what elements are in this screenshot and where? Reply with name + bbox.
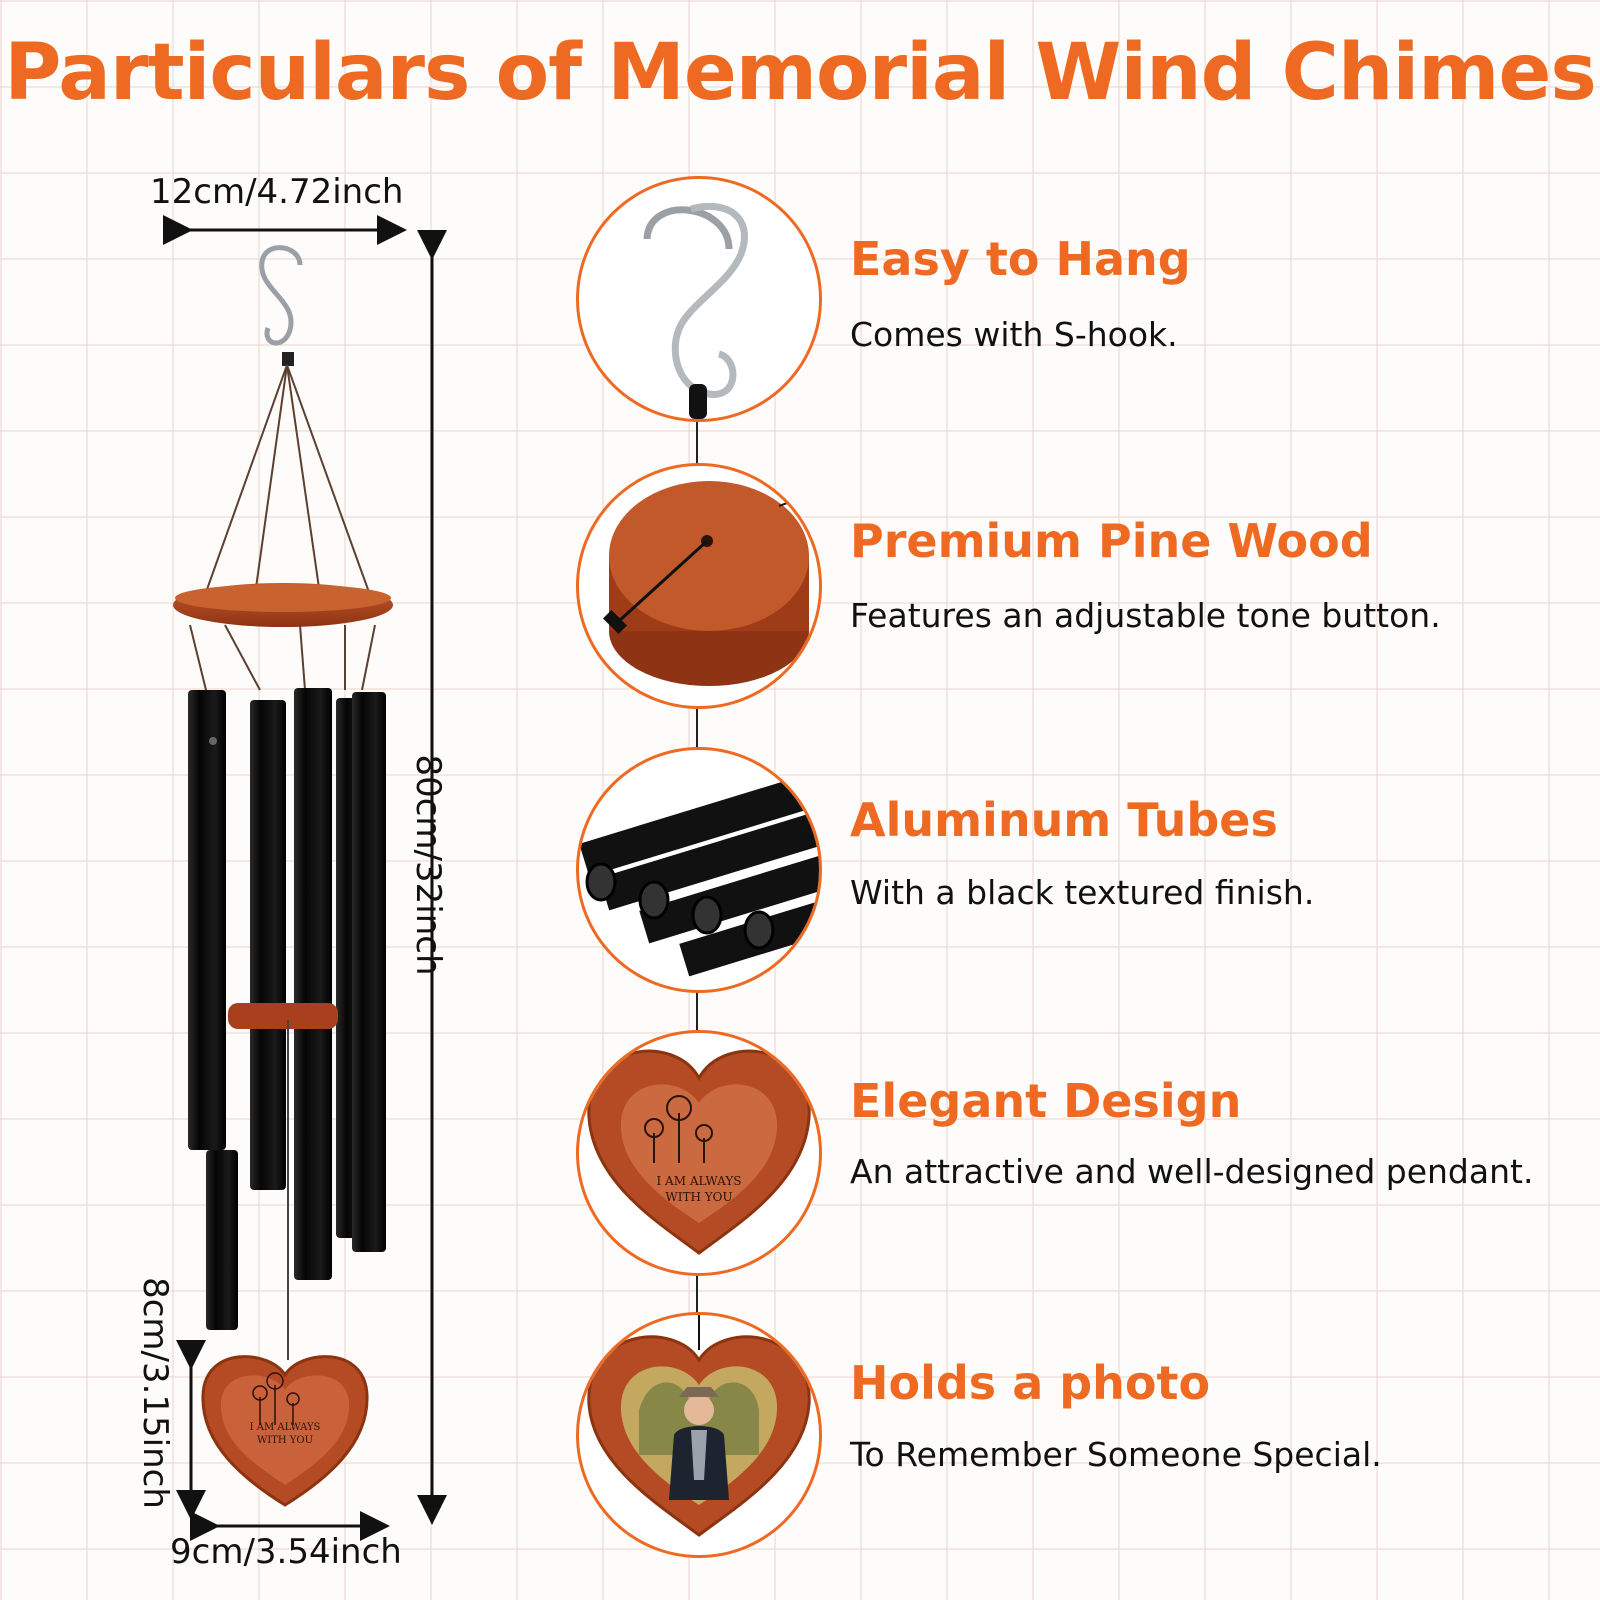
tubes-icon (576, 747, 822, 993)
heart-pendant-icon (576, 1030, 822, 1276)
feature-desc-easy-to-hang: Comes with S-hook. (850, 315, 1178, 354)
feature-title-premium-pine-wood: Premium Pine Wood (850, 514, 1373, 568)
feature-title-elegant-design: Elegant Design (850, 1074, 1242, 1128)
pendant-text-line1: I AM ALWAYS (249, 1422, 321, 1433)
tube-6 (352, 692, 386, 1252)
page-title: Particulars of Memorial Wind Chimes (4, 28, 1596, 118)
pendant-width-label: 9cm/3.54inch (170, 1532, 402, 1572)
tube-1 (188, 690, 226, 1150)
feature-desc-holds-a-photo: To Remember Someone Special. (850, 1435, 1382, 1474)
striker (228, 1003, 338, 1029)
tube-2 (206, 1150, 238, 1330)
wood-disc-icon (576, 463, 822, 709)
feature-desc-premium-pine-wood: Features an adjustable tone button. (850, 596, 1441, 635)
feature-desc-elegant-design: An attractive and well-designed pendant. (850, 1152, 1534, 1191)
photo-pendant-icon (576, 1312, 822, 1558)
tube-3 (250, 700, 286, 1190)
s-hook (262, 248, 300, 343)
svg-text:I AM ALWAYS: I AM ALWAYS (656, 1174, 742, 1188)
s-hook-icon (576, 176, 822, 422)
svg-text:WITH YOU: WITH YOU (665, 1190, 733, 1204)
feature-title-easy-to-hang: Easy to Hang (850, 232, 1191, 286)
pendant-text-line2: WITH YOU (256, 1435, 314, 1446)
width-dimension-label: 12cm/4.72inch (150, 172, 404, 212)
feature-title-holds-a-photo: Holds a photo (850, 1356, 1211, 1410)
feature-desc-aluminum-tubes: With a black textured finish. (850, 873, 1315, 912)
tube-4 (294, 688, 332, 1280)
feature-title-aluminum-tubes: Aluminum Tubes (850, 793, 1278, 847)
pendant-height-label: 8cm/3.15inch (135, 1277, 175, 1509)
height-dimension-label: 80cm/32inch (408, 754, 448, 976)
